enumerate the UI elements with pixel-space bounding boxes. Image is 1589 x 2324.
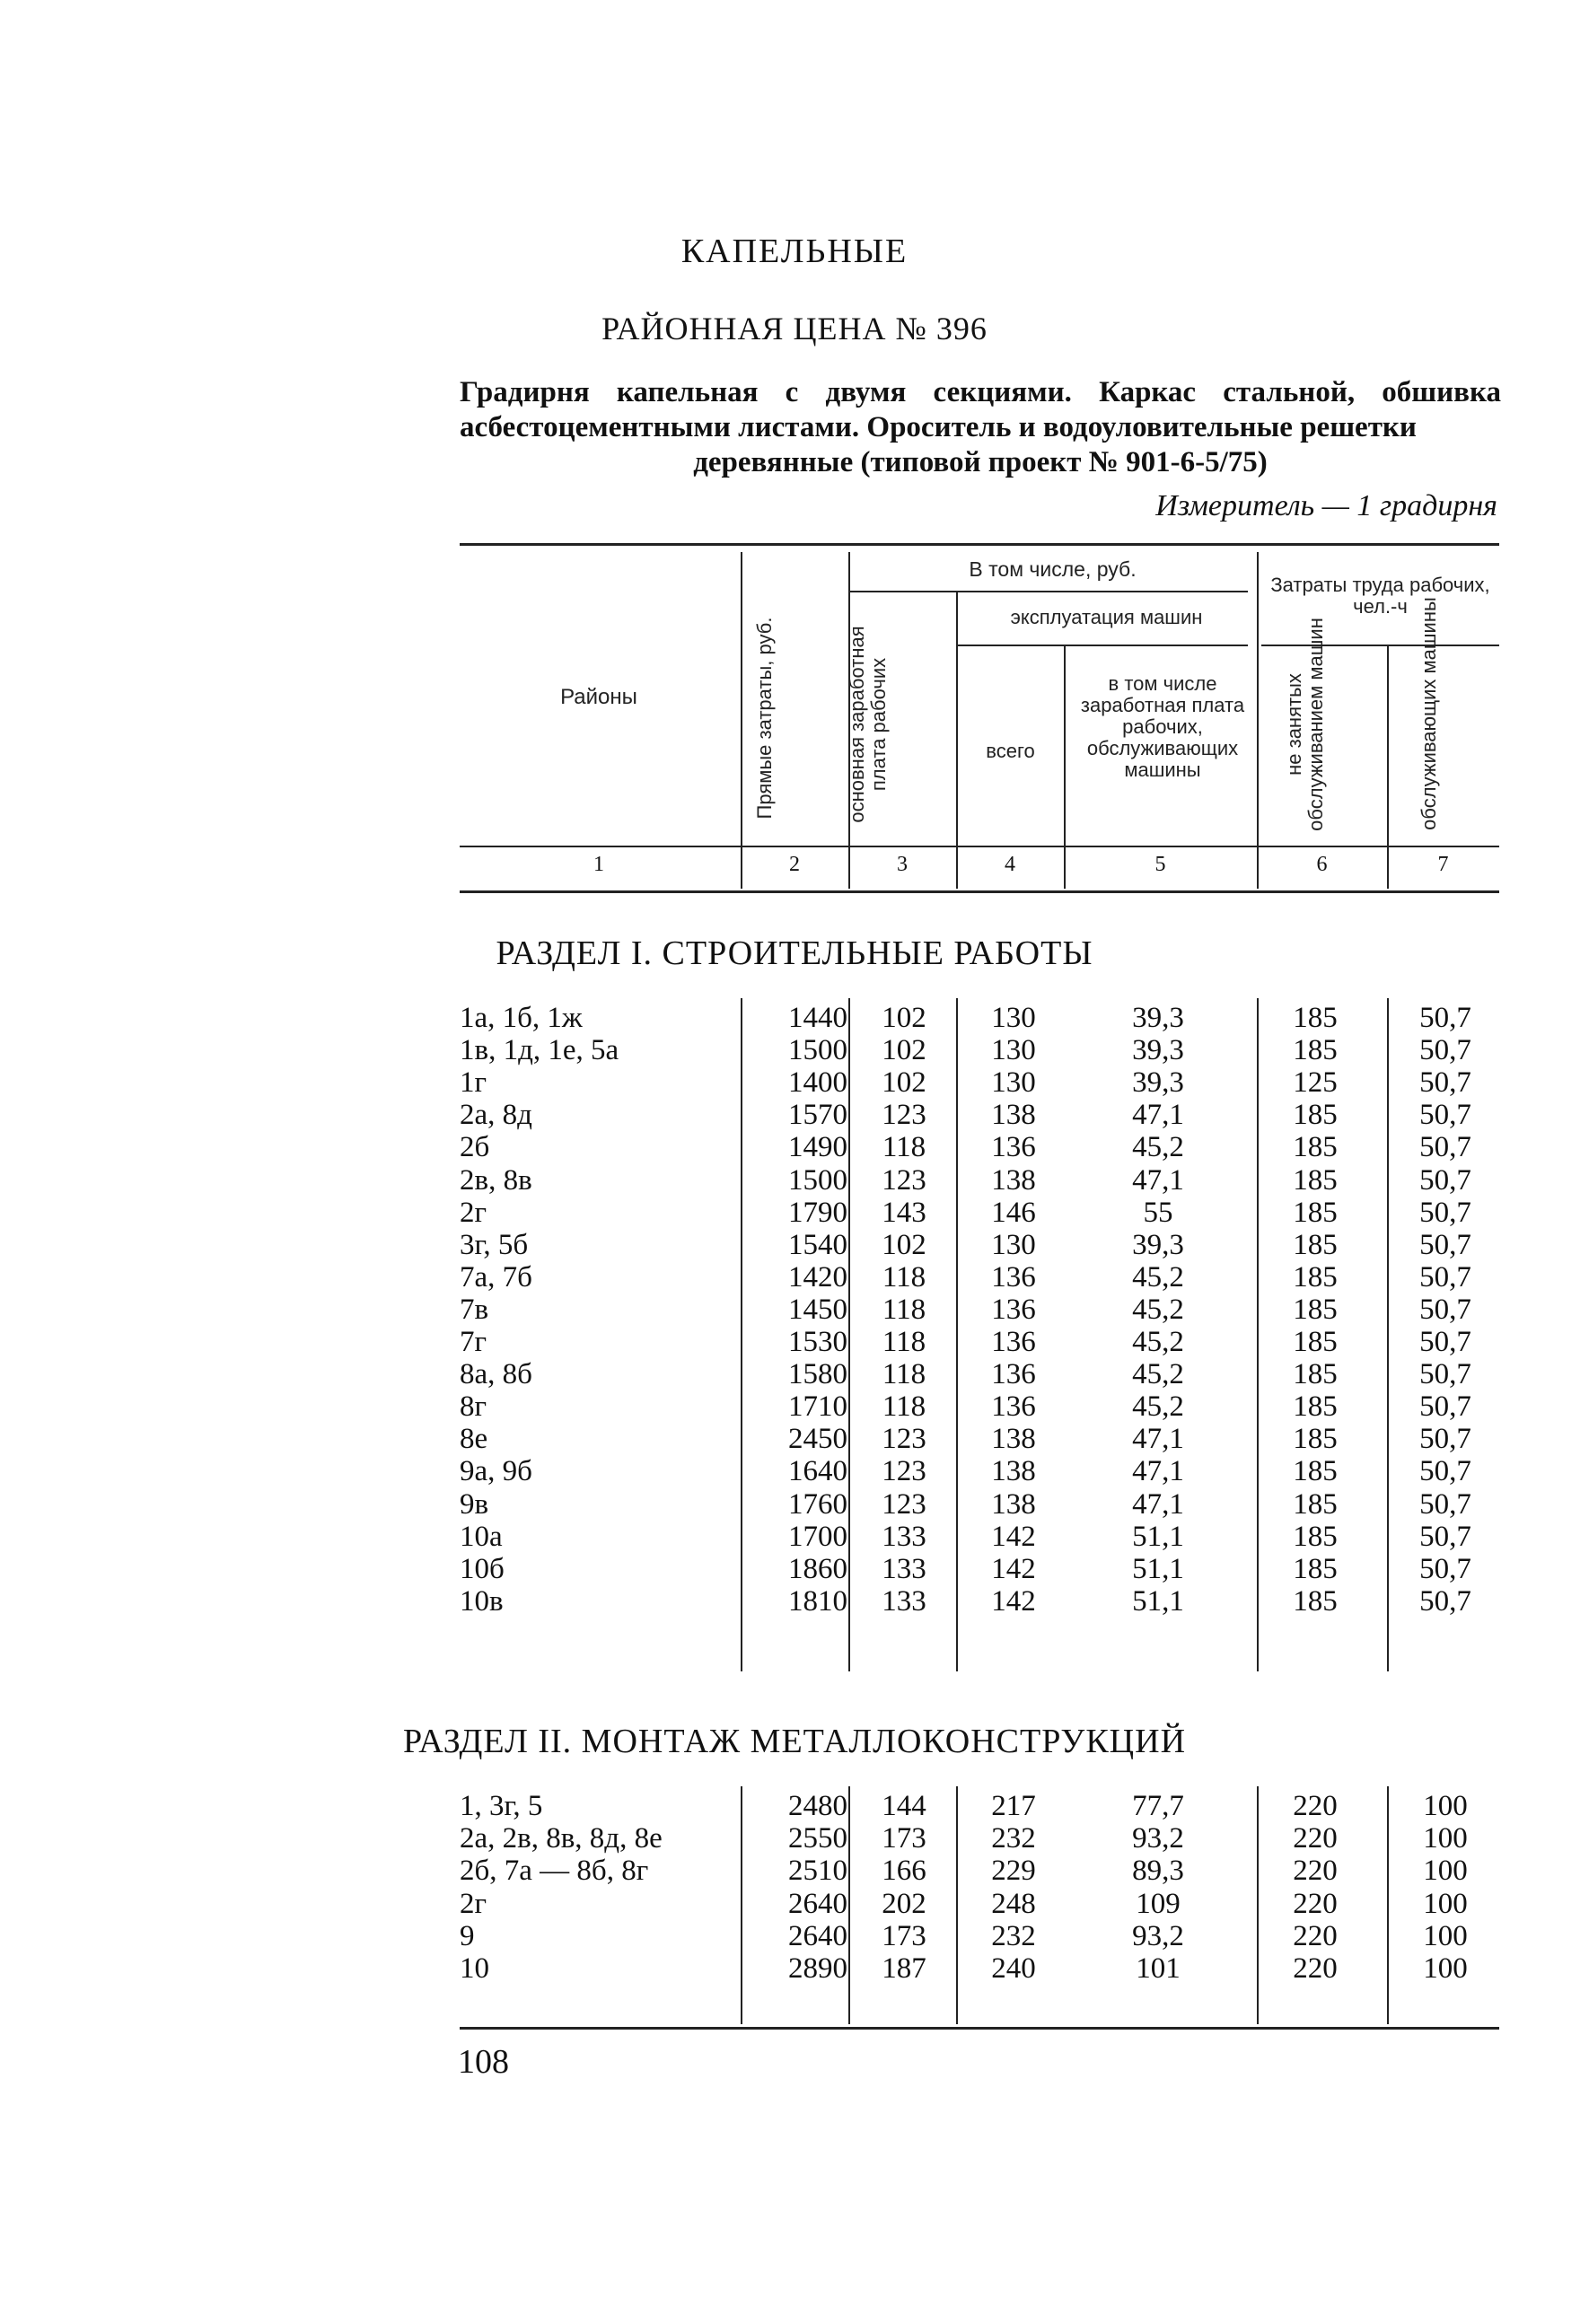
table-row bbox=[0, 1390, 1589, 1423]
cell-region: 7в bbox=[460, 1293, 489, 1326]
cell-labor-servicing: 50,7 bbox=[1419, 1034, 1471, 1067]
cell-machines-wage: 51,1 bbox=[1132, 1552, 1184, 1585]
cell-labor-not-servicing: 185 bbox=[1293, 1423, 1338, 1456]
table-row bbox=[0, 1585, 1589, 1618]
cell-labor-not-servicing: 220 bbox=[1293, 1952, 1338, 1985]
header-regions: Районы bbox=[560, 685, 637, 709]
table-row bbox=[0, 1358, 1589, 1390]
cell-labor-not-servicing: 220 bbox=[1293, 1822, 1338, 1855]
cell-labor-not-servicing: 185 bbox=[1293, 1552, 1338, 1585]
cell-labor-not-servicing: 185 bbox=[1293, 1326, 1338, 1358]
col-number: 3 bbox=[897, 853, 908, 876]
cell-region: 10 bbox=[460, 1952, 489, 1985]
cell-base-wage: 118 bbox=[882, 1131, 926, 1164]
cell-region: 7г bbox=[460, 1326, 487, 1358]
cell-direct-costs: 1760 bbox=[788, 1487, 847, 1521]
cell-labor-not-servicing: 185 bbox=[1293, 1228, 1338, 1261]
cell-machines-total: 136 bbox=[991, 1293, 1036, 1326]
table-row bbox=[0, 1920, 1589, 1952]
cell-machines-total: 232 bbox=[991, 1822, 1036, 1855]
cell-base-wage: 102 bbox=[882, 1002, 926, 1034]
cell-labor-servicing: 50,7 bbox=[1419, 1455, 1471, 1488]
cell-machines-total: 146 bbox=[991, 1196, 1036, 1229]
cell-direct-costs: 2510 bbox=[788, 1855, 847, 1888]
col-number: 5 bbox=[1154, 853, 1166, 876]
table-row bbox=[0, 1423, 1589, 1455]
cell-machines-total: 229 bbox=[991, 1855, 1036, 1888]
header-labor-costs: Затраты труда рабочих, чел.-ч bbox=[1270, 574, 1490, 618]
price-title: РАЙОННАЯ ЦЕНА № 396 bbox=[601, 311, 988, 346]
table-row bbox=[0, 1034, 1589, 1066]
cell-machines-total: 217 bbox=[991, 1790, 1036, 1822]
cell-machines-total: 138 bbox=[991, 1423, 1036, 1456]
col-number: 7 bbox=[1437, 853, 1449, 876]
cell-labor-servicing: 50,7 bbox=[1419, 1326, 1471, 1358]
table-row bbox=[0, 1553, 1589, 1585]
cell-base-wage: 123 bbox=[882, 1455, 926, 1488]
table-row bbox=[0, 1229, 1589, 1261]
cell-machines-wage: 45,2 bbox=[1132, 1260, 1184, 1294]
table-row bbox=[0, 1326, 1589, 1358]
cell-labor-servicing: 100 bbox=[1423, 1855, 1468, 1888]
table-row bbox=[0, 1888, 1589, 1920]
cell-direct-costs: 1710 bbox=[788, 1390, 847, 1424]
cell-machines-wage: 39,3 bbox=[1132, 1066, 1184, 1100]
cell-labor-servicing: 50,7 bbox=[1419, 1520, 1471, 1553]
cell-labor-not-servicing: 220 bbox=[1293, 1790, 1338, 1822]
cell-region: 7а, 7б bbox=[460, 1260, 532, 1294]
cell-region: 8а, 8б bbox=[460, 1358, 532, 1391]
cell-region: 1в, 1д, 1е, 5а bbox=[460, 1034, 619, 1067]
table-bottom-rule bbox=[460, 2027, 1499, 2030]
cell-region: 1а, 1б, 1ж bbox=[460, 1002, 583, 1034]
cell-machines-total: 138 bbox=[991, 1163, 1036, 1197]
table-row bbox=[0, 1790, 1589, 1822]
cell-labor-servicing: 50,7 bbox=[1419, 1487, 1471, 1521]
header-bottom-rule bbox=[460, 846, 1499, 847]
table-row bbox=[0, 1822, 1589, 1855]
section1-title: РАЗДЕЛ I. СТРОИТЕЛЬНЫЕ РАБОТЫ bbox=[496, 934, 1093, 972]
cell-base-wage: 173 bbox=[882, 1822, 926, 1855]
cell-labor-servicing: 50,7 bbox=[1419, 1228, 1471, 1261]
cell-labor-servicing: 100 bbox=[1423, 1822, 1468, 1855]
cell-labor-not-servicing: 185 bbox=[1293, 1131, 1338, 1164]
cell-machines-wage: 93,2 bbox=[1132, 1822, 1184, 1855]
cell-labor-servicing: 50,7 bbox=[1419, 1131, 1471, 1164]
cell-machines-total: 130 bbox=[991, 1228, 1036, 1261]
cell-machines-total: 142 bbox=[991, 1520, 1036, 1553]
cell-labor-servicing: 50,7 bbox=[1419, 1423, 1471, 1456]
table-row bbox=[0, 1261, 1589, 1294]
cell-labor-not-servicing: 220 bbox=[1293, 1855, 1338, 1888]
cell-base-wage: 118 bbox=[882, 1358, 926, 1391]
machine-rule bbox=[956, 645, 1248, 646]
cell-region: 2б, 7а — 8б, 8г bbox=[460, 1855, 649, 1888]
cell-machines-wage: 77,7 bbox=[1132, 1790, 1184, 1822]
table-row bbox=[0, 1066, 1589, 1099]
cell-direct-costs: 1540 bbox=[788, 1228, 847, 1261]
cell-labor-servicing: 50,7 bbox=[1419, 1293, 1471, 1326]
cell-region: 2а, 2в, 8в, 8д, 8е bbox=[460, 1822, 663, 1855]
header-including-wage: в том числе заработная плата рабочих, обслуживающих машины bbox=[1080, 672, 1245, 781]
cell-machines-total: 142 bbox=[991, 1552, 1036, 1585]
table-row bbox=[0, 1952, 1589, 1985]
cell-machines-total: 138 bbox=[991, 1099, 1036, 1132]
measure-unit: Измеритель — 1 градирня bbox=[1155, 489, 1497, 522]
cell-direct-costs: 2450 bbox=[788, 1423, 847, 1456]
col-number: 6 bbox=[1316, 853, 1328, 876]
cell-base-wage: 123 bbox=[882, 1423, 926, 1456]
cell-region: 2в, 8в bbox=[460, 1163, 532, 1197]
header-including: В том числе, руб. bbox=[969, 557, 1137, 581]
cell-machines-total: 136 bbox=[991, 1390, 1036, 1424]
cell-machines-wage: 45,2 bbox=[1132, 1326, 1184, 1358]
cell-direct-costs: 2480 bbox=[788, 1790, 847, 1822]
cell-machines-total: 136 bbox=[991, 1131, 1036, 1164]
including-rule bbox=[848, 591, 1248, 592]
cell-direct-costs: 1490 bbox=[788, 1131, 847, 1164]
col-divider bbox=[1257, 552, 1259, 889]
cell-base-wage: 102 bbox=[882, 1228, 926, 1261]
cell-region: 9 bbox=[460, 1919, 475, 1952]
cell-labor-servicing: 100 bbox=[1423, 1790, 1468, 1822]
cell-base-wage: 102 bbox=[882, 1066, 926, 1100]
cell-labor-not-servicing: 220 bbox=[1293, 1919, 1338, 1952]
header-servicing: обслуживающих машины bbox=[1418, 597, 1440, 830]
cell-base-wage: 118 bbox=[882, 1260, 926, 1294]
cell-region: 2г bbox=[460, 1887, 487, 1920]
cell-labor-not-servicing: 185 bbox=[1293, 1293, 1338, 1326]
cell-labor-servicing: 50,7 bbox=[1419, 1066, 1471, 1100]
cell-base-wage: 123 bbox=[882, 1163, 926, 1197]
description-last: деревянные (типовой проект № 901-6-5/75) bbox=[693, 446, 1268, 478]
description bbox=[460, 375, 1501, 480]
cell-labor-servicing: 50,7 bbox=[1419, 1002, 1471, 1034]
cell-machines-wage: 45,2 bbox=[1132, 1358, 1184, 1391]
header-top-rule bbox=[460, 543, 1499, 546]
cell-region: 10а bbox=[460, 1520, 503, 1553]
cell-labor-servicing: 50,7 bbox=[1419, 1390, 1471, 1424]
cell-labor-not-servicing: 185 bbox=[1293, 1196, 1338, 1229]
table-row bbox=[0, 1164, 1589, 1197]
cell-machines-wage: 39,3 bbox=[1132, 1034, 1184, 1067]
cell-machines-wage: 45,2 bbox=[1132, 1390, 1184, 1424]
col-divider bbox=[956, 592, 958, 889]
cell-direct-costs: 1580 bbox=[788, 1358, 847, 1391]
cell-direct-costs: 1440 bbox=[788, 1002, 847, 1034]
cell-machines-wage: 89,3 bbox=[1132, 1855, 1184, 1888]
cell-labor-servicing: 100 bbox=[1423, 1952, 1468, 1985]
table-row bbox=[0, 1488, 1589, 1521]
cell-direct-costs: 1570 bbox=[788, 1099, 847, 1132]
cell-base-wage: 143 bbox=[882, 1196, 926, 1229]
cell-labor-not-servicing: 125 bbox=[1293, 1066, 1338, 1100]
cell-region: 10в bbox=[460, 1584, 504, 1618]
col-divider bbox=[741, 552, 742, 889]
cell-machines-wage: 47,1 bbox=[1132, 1163, 1184, 1197]
cell-machines-wage: 47,1 bbox=[1132, 1099, 1184, 1132]
cell-region: 9в bbox=[460, 1487, 489, 1521]
cell-direct-costs: 1450 bbox=[788, 1293, 847, 1326]
page-number: 108 bbox=[458, 2043, 509, 2081]
table-row bbox=[0, 1002, 1589, 1034]
cell-region: 3г, 5б bbox=[460, 1228, 529, 1261]
cell-labor-servicing: 100 bbox=[1423, 1919, 1468, 1952]
cell-labor-not-servicing: 185 bbox=[1293, 1002, 1338, 1034]
cell-labor-servicing: 50,7 bbox=[1419, 1584, 1471, 1618]
cell-region: 2г bbox=[460, 1196, 487, 1229]
cell-base-wage: 144 bbox=[882, 1790, 926, 1822]
header-direct-costs: Прямые затраты, руб. bbox=[753, 617, 776, 820]
table-row bbox=[0, 1197, 1589, 1229]
cell-direct-costs: 1810 bbox=[788, 1584, 847, 1618]
header-base-wage: основная заработная плата рабочих bbox=[846, 626, 890, 823]
cell-base-wage: 133 bbox=[882, 1584, 926, 1618]
cell-labor-servicing: 50,7 bbox=[1419, 1163, 1471, 1197]
cell-base-wage: 123 bbox=[882, 1099, 926, 1132]
cell-region: 8е bbox=[460, 1423, 488, 1456]
cell-labor-not-servicing: 185 bbox=[1293, 1584, 1338, 1618]
table-row bbox=[0, 1131, 1589, 1163]
cell-labor-not-servicing: 185 bbox=[1293, 1163, 1338, 1197]
section2-title: РАЗДЕЛ II. МОНТАЖ МЕТАЛЛОКОНСТРУКЦИЙ bbox=[402, 1723, 1187, 1760]
cell-direct-costs: 1860 bbox=[788, 1552, 847, 1585]
col-number: 1 bbox=[593, 853, 604, 876]
cell-labor-not-servicing: 185 bbox=[1293, 1487, 1338, 1521]
cell-direct-costs: 1640 bbox=[788, 1455, 847, 1488]
cell-machines-total: 240 bbox=[991, 1952, 1036, 1985]
category-title: КАПЕЛЬНЫЕ bbox=[680, 232, 909, 270]
cell-machines-wage: 109 bbox=[1136, 1887, 1181, 1920]
cell-machines-wage: 45,2 bbox=[1132, 1293, 1184, 1326]
description-main: Градирня капельная с двумя секциями. Каркас стальной, обшивка асбестоцементными листами. Ороситель и водоуловительные решетки bbox=[460, 376, 1501, 443]
cell-direct-costs: 1400 bbox=[788, 1066, 847, 1100]
cell-labor-not-servicing: 185 bbox=[1293, 1260, 1338, 1294]
cell-machines-total: 136 bbox=[991, 1260, 1036, 1294]
cell-base-wage: 187 bbox=[882, 1952, 926, 1985]
cell-base-wage: 118 bbox=[882, 1326, 926, 1358]
cell-region: 1г bbox=[460, 1066, 487, 1100]
cell-labor-servicing: 50,7 bbox=[1419, 1260, 1471, 1294]
cell-direct-costs: 1420 bbox=[788, 1260, 847, 1294]
cell-direct-costs: 2890 bbox=[788, 1952, 847, 1985]
cell-region: 2а, 8д bbox=[460, 1099, 532, 1132]
cell-region: 1, 3г, 5 bbox=[460, 1790, 543, 1822]
cell-base-wage: 202 bbox=[882, 1887, 926, 1920]
header-total: всего bbox=[986, 740, 1035, 762]
table-row bbox=[0, 1521, 1589, 1553]
cell-labor-not-servicing: 185 bbox=[1293, 1358, 1338, 1391]
cell-labor-servicing: 50,7 bbox=[1419, 1358, 1471, 1391]
cell-direct-costs: 2550 bbox=[788, 1822, 847, 1855]
cell-machines-wage: 47,1 bbox=[1132, 1455, 1184, 1488]
cell-machines-wage: 51,1 bbox=[1132, 1520, 1184, 1553]
table-row bbox=[0, 1294, 1589, 1326]
cell-base-wage: 123 bbox=[882, 1487, 926, 1521]
cell-base-wage: 133 bbox=[882, 1552, 926, 1585]
cell-labor-servicing: 50,7 bbox=[1419, 1196, 1471, 1229]
cell-labor-servicing: 100 bbox=[1423, 1887, 1468, 1920]
cell-machines-wage: 93,2 bbox=[1132, 1919, 1184, 1952]
cell-labor-servicing: 50,7 bbox=[1419, 1099, 1471, 1132]
cell-machines-total: 130 bbox=[991, 1034, 1036, 1067]
cell-direct-costs: 2640 bbox=[788, 1919, 847, 1952]
cell-labor-not-servicing: 185 bbox=[1293, 1099, 1338, 1132]
cell-labor-not-servicing: 220 bbox=[1293, 1887, 1338, 1920]
cell-region: 8г bbox=[460, 1390, 487, 1424]
cell-machines-wage: 39,3 bbox=[1132, 1002, 1184, 1034]
cell-labor-not-servicing: 185 bbox=[1293, 1034, 1338, 1067]
cell-direct-costs: 2640 bbox=[788, 1887, 847, 1920]
table-row bbox=[0, 1855, 1589, 1887]
cell-machines-wage: 47,1 bbox=[1132, 1423, 1184, 1456]
cell-region: 9а, 9б bbox=[460, 1455, 532, 1488]
cell-labor-not-servicing: 185 bbox=[1293, 1520, 1338, 1553]
table-row bbox=[0, 1455, 1589, 1487]
cell-base-wage: 173 bbox=[882, 1919, 926, 1952]
cell-base-wage: 133 bbox=[882, 1520, 926, 1553]
cell-machines-total: 136 bbox=[991, 1358, 1036, 1391]
header-not-servicing: не занятых обслуживанием машин bbox=[1283, 618, 1327, 831]
table-row bbox=[0, 1099, 1589, 1131]
cell-labor-not-servicing: 185 bbox=[1293, 1390, 1338, 1424]
cell-machines-wage: 101 bbox=[1136, 1952, 1181, 1985]
cell-machines-wage: 39,3 bbox=[1132, 1228, 1184, 1261]
cell-region: 10б bbox=[460, 1552, 505, 1585]
cell-machines-total: 130 bbox=[991, 1002, 1036, 1034]
cell-machines-total: 142 bbox=[991, 1584, 1036, 1618]
cell-labor-not-servicing: 185 bbox=[1293, 1455, 1338, 1488]
cell-base-wage: 166 bbox=[882, 1855, 926, 1888]
cell-direct-costs: 1500 bbox=[788, 1163, 847, 1197]
cell-machines-total: 232 bbox=[991, 1919, 1036, 1952]
cell-machines-wage: 47,1 bbox=[1132, 1487, 1184, 1521]
cell-machines-total: 248 bbox=[991, 1887, 1036, 1920]
cell-region: 2б bbox=[460, 1131, 490, 1164]
cell-machines-wage: 55 bbox=[1143, 1196, 1173, 1229]
cell-direct-costs: 1790 bbox=[788, 1196, 847, 1229]
cell-machines-wage: 51,1 bbox=[1132, 1584, 1184, 1618]
cell-machines-total: 138 bbox=[991, 1455, 1036, 1488]
col-number: 2 bbox=[789, 853, 800, 876]
cell-machines-total: 138 bbox=[991, 1487, 1036, 1521]
cell-direct-costs: 1530 bbox=[788, 1326, 847, 1358]
cell-base-wage: 118 bbox=[882, 1390, 926, 1424]
cell-direct-costs: 1500 bbox=[788, 1034, 847, 1067]
cell-machines-total: 136 bbox=[991, 1326, 1036, 1358]
colnum-rule bbox=[460, 890, 1499, 893]
cell-machines-wage: 45,2 bbox=[1132, 1131, 1184, 1164]
col-number: 4 bbox=[1005, 853, 1015, 876]
cell-labor-servicing: 50,7 bbox=[1419, 1552, 1471, 1585]
cell-base-wage: 102 bbox=[882, 1034, 926, 1067]
cell-direct-costs: 1700 bbox=[788, 1520, 847, 1553]
cell-machines-total: 130 bbox=[991, 1066, 1036, 1100]
header-machine-operation: эксплуатация машин bbox=[1010, 606, 1203, 628]
cell-base-wage: 118 bbox=[882, 1293, 926, 1326]
